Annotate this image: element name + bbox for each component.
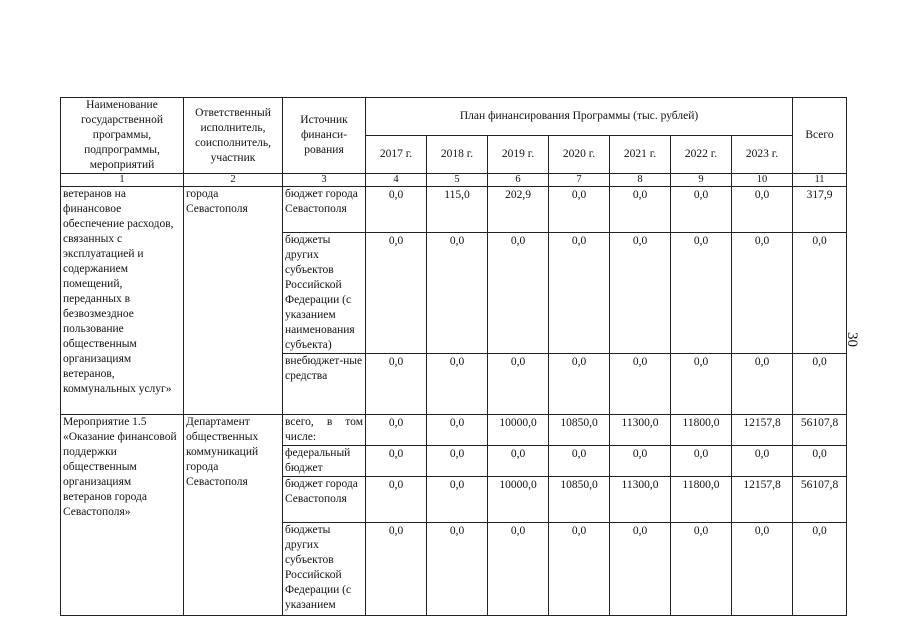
row-total: 317,9 (793, 187, 847, 233)
year-value: 0,0 (366, 233, 427, 354)
column-index: 5 (427, 174, 488, 187)
year-value: 0,0 (610, 446, 671, 477)
header-source: Источник финанси-рования (283, 98, 366, 174)
year-value: 0,0 (549, 446, 610, 477)
year-value: 0,0 (732, 354, 793, 415)
page-number: 30 (844, 332, 860, 347)
year-value: 10850,0 (549, 477, 610, 523)
year-value: 0,0 (671, 187, 732, 233)
year-header: 2019 г. (488, 136, 549, 174)
year-value: 0,0 (427, 354, 488, 415)
column-index: 11 (793, 174, 847, 187)
year-value: 11800,0 (671, 415, 732, 446)
year-header: 2023 г. (732, 136, 793, 174)
year-header: 2017 г. (366, 136, 427, 174)
header-total: Всего (793, 98, 847, 174)
column-index: 6 (488, 174, 549, 187)
funding-source: бюджет города Севастополя (283, 477, 366, 523)
year-value: 11800,0 (671, 477, 732, 523)
measure-name: ветеранов на финансовое обеспечение расходов, связанных с эксплуатацией и содержанием помещений, переданных в безвозмездное пользование общественным организациям ветеранов, коммунальных услуг» (61, 187, 184, 415)
row-total: 56107,8 (793, 415, 847, 446)
year-value: 12157,8 (732, 477, 793, 523)
year-value: 0,0 (549, 523, 610, 616)
year-value: 0,0 (610, 523, 671, 616)
year-value: 0,0 (732, 523, 793, 616)
table-row (61, 415, 847, 446)
row-total: 0,0 (793, 446, 847, 477)
year-value: 0,0 (366, 523, 427, 616)
year-header: 2021 г. (610, 136, 671, 174)
column-index: 8 (610, 174, 671, 187)
year-value: 0,0 (488, 446, 549, 477)
measure-executor: Департамент общественных коммуникаций города Севастополя (184, 415, 283, 616)
funding-source: бюджеты других субъектов Российской Федерации (с указанием наименования субъекта) (283, 233, 366, 354)
year-value: 0,0 (671, 446, 732, 477)
year-value: 0,0 (671, 523, 732, 616)
year-value: 0,0 (366, 477, 427, 523)
year-value: 0,0 (427, 233, 488, 354)
measure-name: Мероприятие 1.5 «Оказание финансовой поддержки общественным организациям ветеранов города Севастополя» (61, 415, 184, 616)
header-name: Наименование государственной программы, подпрограммы, мероприятий (61, 98, 184, 174)
funding-source: бюджеты других субъектов Российской Федерации (с указанием (283, 523, 366, 616)
year-value: 11300,0 (610, 477, 671, 523)
column-index: 4 (366, 174, 427, 187)
year-value: 0,0 (366, 354, 427, 415)
year-value: 0,0 (488, 523, 549, 616)
year-value: 0,0 (671, 354, 732, 415)
column-index: 2 (184, 174, 283, 187)
funding-source: всего, в том числе: (283, 415, 366, 446)
year-value: 10850,0 (549, 415, 610, 446)
year-value: 115,0 (427, 187, 488, 233)
row-total: 0,0 (793, 233, 847, 354)
year-value: 0,0 (427, 523, 488, 616)
year-value: 10000,0 (488, 415, 549, 446)
funding-source: бюджет города Севастополя (283, 187, 366, 233)
table-row (61, 187, 847, 233)
year-value: 0,0 (610, 233, 671, 354)
year-value: 12157,8 (732, 415, 793, 446)
year-value: 0,0 (549, 187, 610, 233)
financing-table (60, 97, 847, 616)
year-value: 0,0 (732, 446, 793, 477)
year-value: 0,0 (427, 415, 488, 446)
year-value: 0,0 (488, 354, 549, 415)
year-value: 0,0 (732, 233, 793, 354)
funding-source: федеральный бюджет (283, 446, 366, 477)
year-value: 0,0 (366, 187, 427, 233)
year-value: 0,0 (366, 415, 427, 446)
year-value: 0,0 (610, 354, 671, 415)
header-executor: Ответственный исполнитель, соисполнитель, участник (184, 98, 283, 174)
column-index: 10 (732, 174, 793, 187)
column-index: 7 (549, 174, 610, 187)
row-total: 0,0 (793, 354, 847, 415)
year-value: 0,0 (549, 354, 610, 415)
row-total: 56107,8 (793, 477, 847, 523)
row-total: 0,0 (793, 523, 847, 616)
header-row (61, 98, 847, 136)
funding-source: внебюджет-ные средства (283, 354, 366, 415)
year-header: 2020 г. (549, 136, 610, 174)
year-value: 0,0 (366, 446, 427, 477)
year-value: 0,0 (671, 233, 732, 354)
year-value: 202,9 (488, 187, 549, 233)
year-value: 10000,0 (488, 477, 549, 523)
year-value: 0,0 (610, 187, 671, 233)
year-value: 0,0 (732, 187, 793, 233)
year-value: 0,0 (488, 233, 549, 354)
year-value: 11300,0 (610, 415, 671, 446)
column-index-row (61, 174, 847, 187)
year-header: 2022 г. (671, 136, 732, 174)
year-value: 0,0 (427, 477, 488, 523)
year-value: 0,0 (549, 233, 610, 354)
header-plan: План финансирования Программы (тыс. рублей) (366, 98, 793, 136)
year-header: 2018 г. (427, 136, 488, 174)
column-index: 3 (283, 174, 366, 187)
year-value: 0,0 (427, 446, 488, 477)
column-index: 1 (61, 174, 184, 187)
column-index: 9 (671, 174, 732, 187)
measure-executor: города Севастополя (184, 187, 283, 415)
